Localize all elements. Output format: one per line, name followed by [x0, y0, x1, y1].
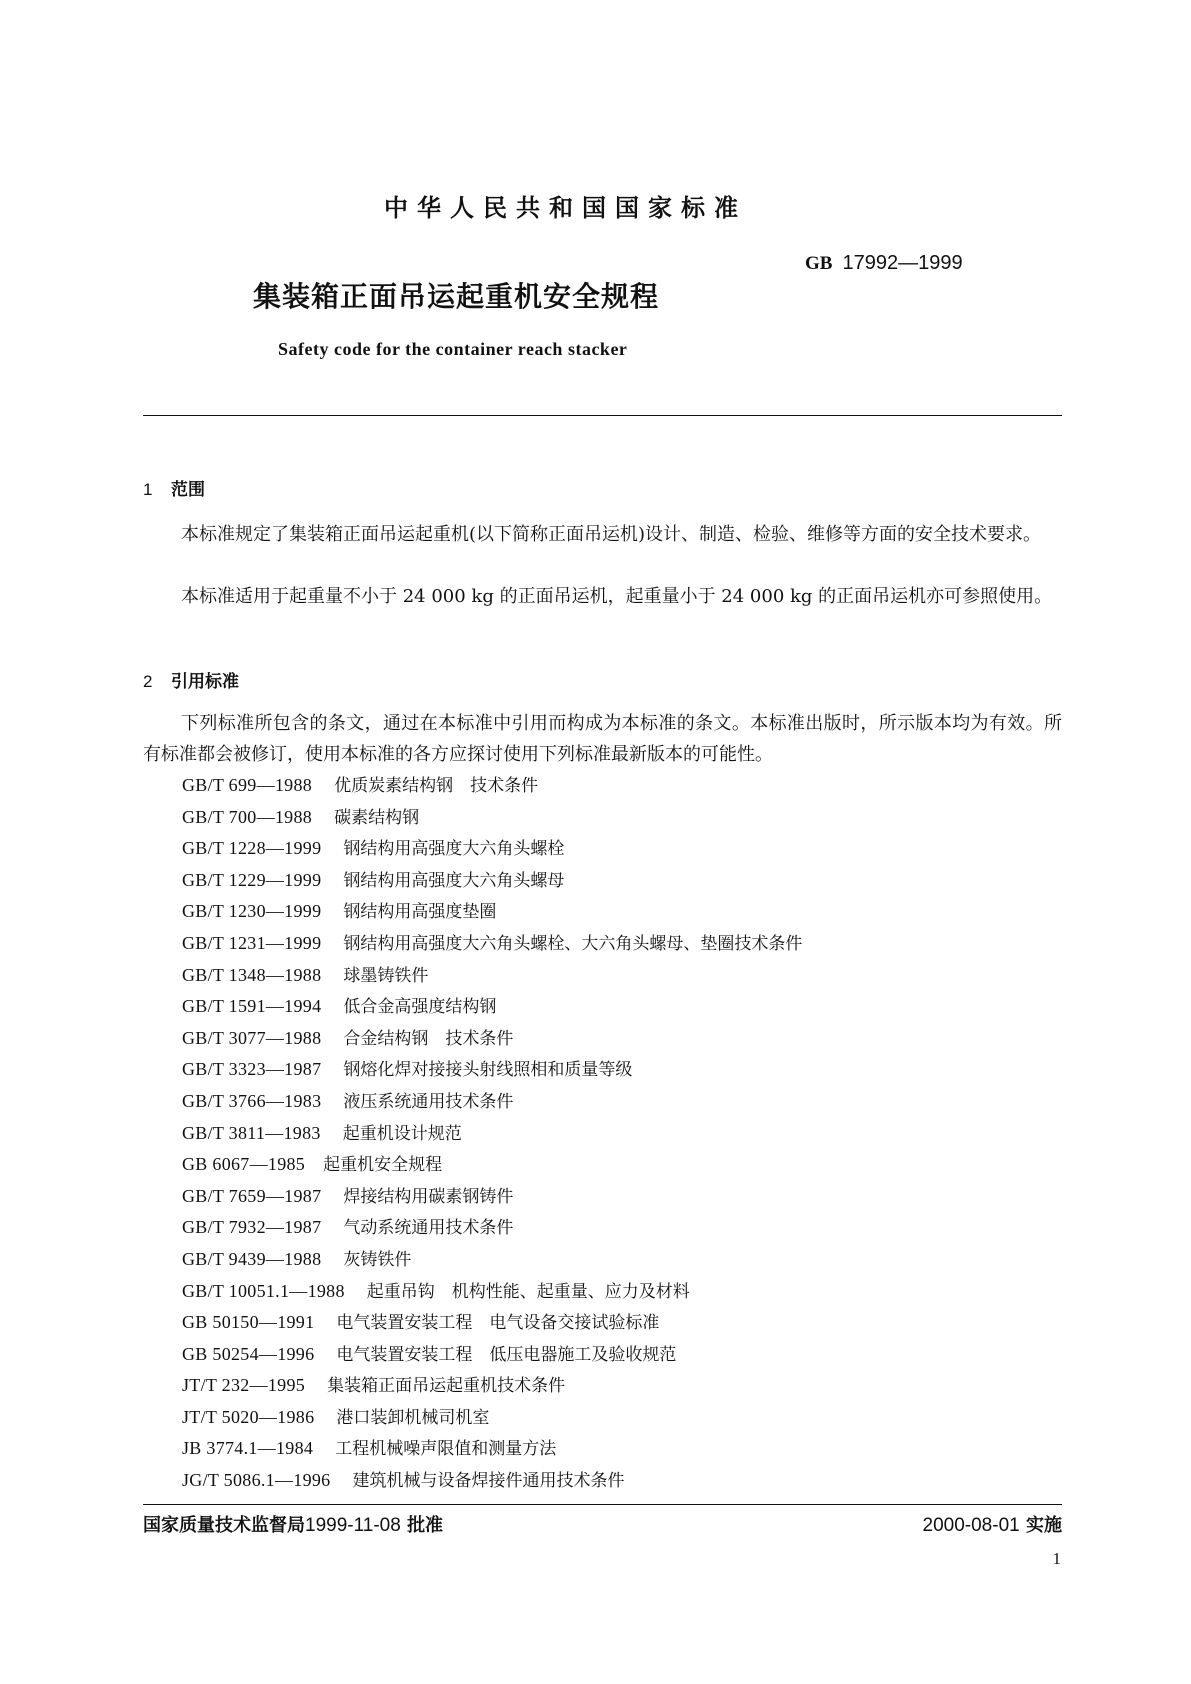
reference-code: GB/T 9439—1988: [182, 1248, 322, 1269]
list-item: [182, 1054, 802, 1086]
reference-code: GB/T 1230—1999: [182, 901, 322, 922]
reference-title: 灰铸铁件: [343, 1249, 412, 1270]
effective-line: [923, 1511, 1062, 1537]
reference-title: 起重机安全规程: [323, 1155, 443, 1176]
reference-title: 合金结构钢 技术条件: [343, 1028, 514, 1049]
reference-code: GB/T 3766—1983: [182, 1090, 322, 1111]
reference-code: GB/T 1591—1994: [182, 996, 322, 1017]
reference-code: GB 50150—1991: [182, 1312, 315, 1333]
list-item: [182, 865, 802, 897]
reference-title: 钢结构用高强度大六角头螺母: [343, 870, 565, 891]
reference-code: GB/T 1229—1999: [182, 869, 322, 890]
reference-title: 电气装置安装工程 电气设备交接试验标准: [336, 1313, 660, 1334]
list-item: [182, 960, 802, 992]
section-heading-references: [143, 667, 239, 692]
reference-code: GB/T 3077—1988: [182, 1027, 322, 1048]
reference-standards-list: [182, 770, 802, 1497]
list-item: [182, 1339, 802, 1371]
reference-code: GB/T 3323—1987: [182, 1059, 322, 1080]
list-item: [182, 1465, 802, 1497]
reference-title: 钢结构用高强度垫圈: [343, 902, 497, 923]
approver-name: 国家质量技术监督局: [143, 1515, 305, 1536]
standard-number: [805, 252, 963, 275]
document-title-cn: 集装箱正面吊运起重机安全规程: [253, 280, 660, 313]
document-title-en: Safety code for the container reach stacker: [278, 339, 628, 359]
reference-title: 港口装卸机械司机室: [336, 1407, 490, 1428]
list-item: [182, 802, 802, 834]
standard-code: 17992—1999: [842, 252, 963, 274]
reference-title: 钢结构用高强度大六角头螺栓: [343, 839, 565, 860]
reference-title: 优质炭素结构钢 技术条件: [334, 776, 539, 796]
list-item: [182, 770, 802, 802]
reference-code: JG/T 5086.1—1996: [182, 1470, 331, 1491]
effective-label: 实施: [1026, 1515, 1062, 1536]
list-item: [182, 1181, 802, 1213]
reference-code: GB 6067—1985: [182, 1154, 306, 1175]
footer-divider: [143, 1504, 1062, 1505]
reference-code: GB/T 1348—1988: [182, 964, 322, 985]
list-item: [182, 1370, 802, 1402]
reference-code: GB/T 700—1988: [182, 806, 313, 827]
list-item: [182, 1307, 802, 1339]
reference-title: 建筑机械与设备焊接件通用技术条件: [352, 1471, 625, 1492]
reference-code: GB/T 10051.1—1988: [182, 1280, 345, 1301]
page-number: 1: [1052, 1549, 1061, 1568]
reference-code: GB/T 699—1988: [182, 775, 313, 795]
list-item: [182, 1276, 802, 1308]
reference-code: GB/T 7932—1987: [182, 1217, 322, 1238]
reference-code: GB/T 3811—1983: [182, 1122, 321, 1143]
reference-title: 焊接结构用碳素钢铸件: [343, 1186, 514, 1207]
list-item: [182, 1118, 802, 1150]
approval-line: [143, 1511, 443, 1537]
list-item: [182, 1149, 802, 1181]
reference-code: JT/T 232—1995: [182, 1375, 306, 1396]
reference-title: 气动系统通用技术条件: [343, 1218, 514, 1239]
list-item: [182, 833, 802, 865]
reference-title: 起重机设计规范: [342, 1123, 462, 1144]
list-item: [182, 1023, 802, 1055]
reference-title: 钢熔化焊对接接头射线照相和质量等级: [343, 1060, 633, 1081]
standard-prefix: GB: [805, 253, 833, 274]
approve-label: 批准: [407, 1515, 444, 1536]
reference-title: 电气装置安装工程 低压电器施工及验收规范: [336, 1344, 677, 1365]
section-title: 范围: [171, 480, 205, 500]
reference-code: GB/T 1231—1999: [182, 932, 322, 953]
reference-code: GB/T 1228—1999: [182, 838, 322, 859]
header-divider: [143, 415, 1062, 416]
reference-title: 低合金高强度结构钢: [343, 997, 497, 1018]
list-item: [182, 991, 802, 1023]
list-item: [182, 928, 802, 960]
list-item: [182, 1433, 802, 1465]
reference-title: 球墨铸铁件: [343, 965, 429, 986]
scope-paragraph-1: 本标准规定了集装箱正面吊运起重机(以下简称正面吊运机)设计、制造、检验、维修等方面的安全技术要求。: [181, 524, 1042, 545]
reference-title: 工程机械噪声限值和测量方法: [335, 1439, 557, 1460]
approve-date: 1999-11-08: [305, 1515, 401, 1536]
section-number: 2: [143, 672, 153, 691]
reference-code: JB 3774.1—1984: [182, 1438, 314, 1459]
reference-title: 起重吊钩 机构性能、起重量、应力及材料: [366, 1281, 690, 1302]
section-number: 1: [143, 480, 153, 499]
section-heading-scope: [143, 475, 205, 500]
list-item: [182, 1402, 802, 1434]
list-item: [182, 1086, 802, 1118]
list-item: [182, 1244, 802, 1276]
reference-code: GB 50254—1996: [182, 1343, 315, 1364]
list-item: [182, 896, 802, 928]
reference-title: 液压系统通用技术条件: [343, 1091, 514, 1112]
reference-code: JT/T 5020—1986: [182, 1406, 315, 1427]
effective-date: 2000-08-01: [922, 1515, 1020, 1536]
reference-title: 碳素结构钢: [334, 807, 420, 828]
reference-title: 集装箱正面吊运起重机技术条件: [327, 1376, 566, 1397]
references-intro-paragraph: 下列标准所包含的条文，通过在本标准中引用而构成为本标准的条文。本标准出版时，所示版本均为有效。所有标准都会被修订，使用本标准的各方应探讨使用下列标准最新版本的可能性。: [143, 713, 1062, 765]
scope-paragraph-2: 本标准适用于起重量不小于 24 000 kg 的正面吊运机，起重量小于 24 000 kg 的正面吊运机亦可参照使用。: [181, 586, 1053, 607]
list-item: [182, 1212, 802, 1244]
section-title: 引用标准: [171, 672, 239, 692]
country-standard-title: 中华人民共和国国家标准: [384, 194, 747, 222]
reference-code: GB/T 7659—1987: [182, 1185, 322, 1206]
reference-title: 钢结构用高强度大六角头螺栓、大六角头螺母、垫圈技术条件: [343, 933, 803, 954]
